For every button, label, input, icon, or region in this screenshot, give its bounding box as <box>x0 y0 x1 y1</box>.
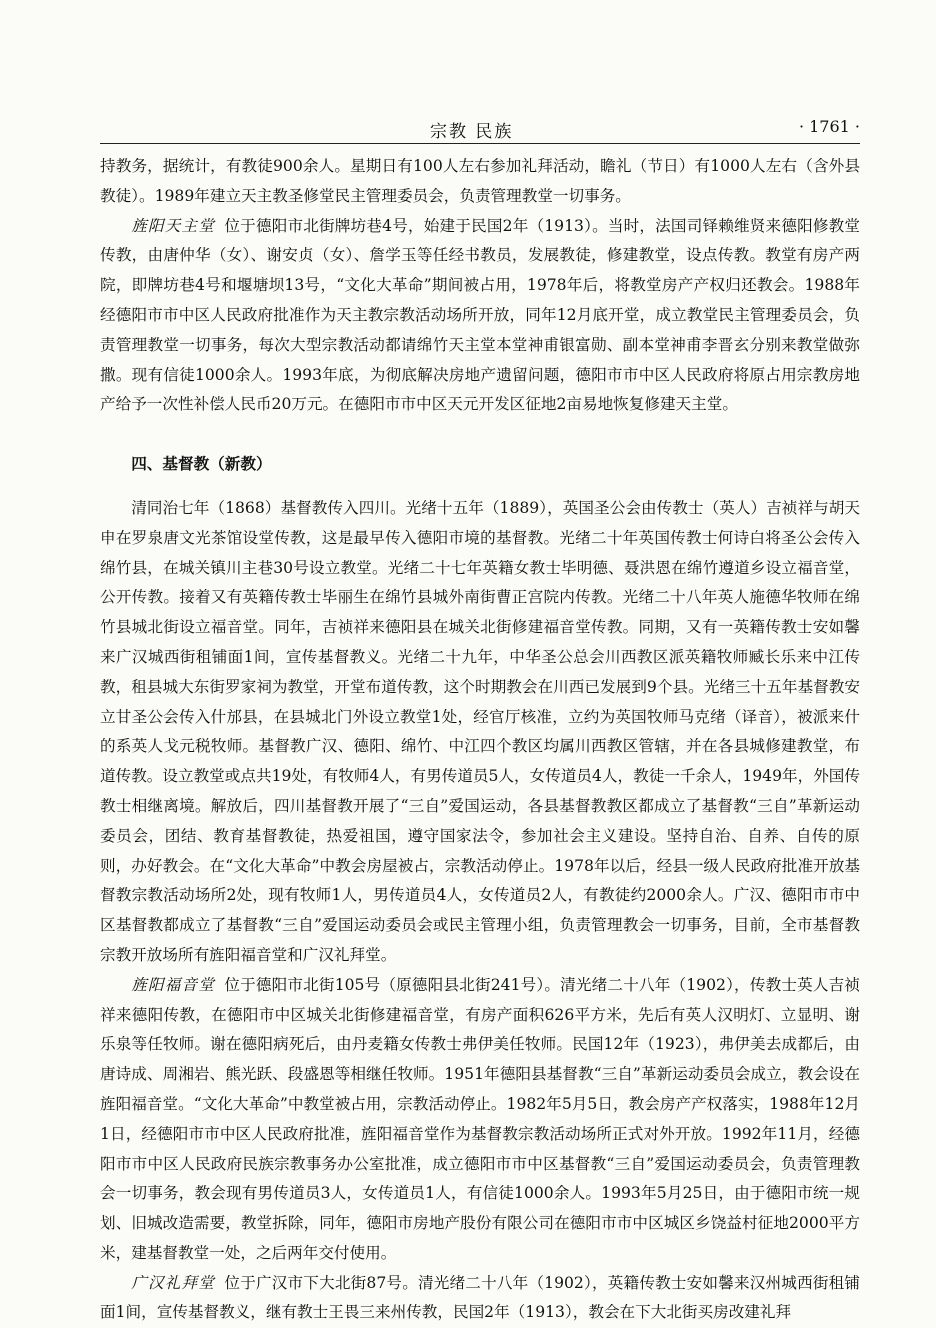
paragraph-text: 位于德阳市北街105号（原德阳县北街241号）。清光绪二十八年（1902），传教士英人吉祯祥来德阳传教，在德阳市中区城关北街修建福音堂，有房产面积626平方米，先后有英人汉明灯、立显明、谢乐泉等任牧师。谢在德阳病死后，由丹麦籍女传教士弗伊美任牧师。民国12年（1923），弗伊美去成都后，由唐诗成、周湘岩、熊光跃、段盛恩等相继任牧师。1951年德阳县基督教“三自”革新运动委员会成立，教会设在旌阳福音堂。“文化大革命”中教堂被占用，宗教活动停止。1982年5月5日，教会房产产权落实，1988年12月1日，经德阳市市中区人民政府批准，旌阳福音堂作为基督教宗教活动场所正式对外开放。1992年11月，经德阳市市中区人民政府民族宗教事务办公室批准，成立德阳市市中区基督教“三自”爱国运动委员会，负责管理教会一切事务，教会现有男传道员3人，女传道员1人，有信徒1000余人。1993年5月25日，由于德阳市统一规划、旧城改造需要，教堂拆除，同年，德阳市房地产股份有限公司在德阳市市中区城区乡饶益村征地2000平方米，建基督教堂一处，之后两年交付使用。 <box>100 975 860 1262</box>
entry-name: 广汉礼拜堂 <box>131 1273 216 1292</box>
paragraph-text: 位于广汉市下大北街87号。清光绪二十八年（1902），英籍传教士安如馨来汉州城西街租铺面1间，宣传基督教义，继有教士王畏三来州传教，民国2年（1913），教会在下大北街买房改建礼拜 <box>100 1273 860 1322</box>
running-header <box>100 117 860 144</box>
entry-name: 旌阳福音堂 <box>131 975 215 994</box>
entry-name: 旌阳天主堂 <box>131 216 216 235</box>
paragraph-text: 位于德阳市北街牌坊巷4号，始建于民国2年（1913）。当时，法国司铎赖维贤来德阳修教堂传教，由唐仲华（女）、谢安贞（女）、詹学玉等任经书教员，发展教徒，修建教堂，设点传教。教堂有房产两院，即牌坊巷4号和堰塘坝13号，“文化大革命”期间被占用，1978年后，将教堂房产产权归还教会。1988年经德阳市市中区人民政府批准作为天主教宗教活动场所开放，同年12月底开堂，成立教堂民主管理委员会，负责管理教堂一切事务，每次大型宗教活动都请绵竹天主堂本堂神甫银富勋、副本堂神甫李晋玄分别来教堂做弥撒。现有信徒1000余人。1993年底，为彻底解决房地产遗留问题，德阳市市中区人民政府将原占用宗教房地产给予一次性补偿人民币20万元。在德阳市市中区天元开发区征地2亩易地恢复修建天主堂。 <box>100 216 860 414</box>
paragraph-jingyang-gospel-hall <box>100 971 860 1269</box>
paragraph-jingyang-catholic-church <box>100 212 860 421</box>
paragraph-text: 清同治七年（1868）基督教传入四川。光绪十五年（1889），英国圣公会由传教士（英人）吉祯祥与胡天申在罗泉唐文光茶馆设堂传教，这是最早传入德阳市境的基督教。光绪二十年英国传教士何诗白将圣公会传入绵竹县，在城关镇川主巷30号设立教堂。光绪二十七年英籍女教士毕明德、聂洪恩在绵竹遵道乡设立福音堂，公开传教。接着又有英籍传教士毕丽生在绵竹县城外南街曹正宫院内传教。光绪二十八年英人施德华牧师在绵竹县城北街设立福音堂。同年，吉祯祥来德阳县在城关北街修建福音堂传教。同期，又有一英籍传教士安如馨来广汉城西街租铺面1间，宣传基督教义。光绪二十九年，中华圣公总会川西教区派英籍牧师臧长乐来中江传教，租县城大东街罗家祠为教堂，开堂布道传教，这个时期教会在川西已发展到9个县。光绪三十五年基督教安立甘圣公会传入什邡县，在县城北门外设立教堂1处，经官厅核准，立约为英国牧师马克绪（译音），被派来什的系英人戈元税牧师。基督教广汉、德阳、绵竹、中江四个教区均属川西教区管辖，并在各县城修建教堂，布道传教。设立教堂或点共19处，有牧师4人，有男传道员5人，女传道员4人，教徒一千余人，1949年，外国传教士相继离境。解放后，四川基督教开展了“三自”爱国运动，各县基督教教区都成立了基督教“三自”革新运动委员会，团结、教育基督教徒，热爱祖国，遵守国家法令，参加社会主义建设。坚持自治、自养、自传的原则，办好教会。在“文化大革命”中教会房屋被占，宗教活动停止。1978年以后，经县一级人民政府批准开放基督教宗教活动场所2处，现有牧师1人，男传道员4人，女传道员2人，有教徒约2000余人。广汉、德阳市市中区基督教都成立了基督教“三自”爱国运动委员会或民主管理小组，负责管理教会一切事务，目前，全市基督教宗教开放场所有旌阳福音堂和广汉礼拜堂。 <box>100 498 860 964</box>
section-heading: 四、基督教（新教） <box>131 455 272 474</box>
spacer <box>100 420 860 434</box>
running-title: 宗教 民族 <box>430 122 514 142</box>
paragraph-continued <box>100 152 860 212</box>
paragraph-guanghan-chapel <box>100 1269 860 1328</box>
paragraph-text: 持教务，据统计，有教徒900余人。星期日有100人左右参加礼拜活动，瞻礼（节日）有1000人左右（含外县教徒）。1989年建立天主教圣修堂民主管理委员会，负责管理教堂一切事务。 <box>100 157 860 205</box>
paragraph-protestant-history <box>100 494 860 971</box>
page-number: · 1761 · <box>798 117 860 136</box>
body-text <box>100 152 860 1328</box>
